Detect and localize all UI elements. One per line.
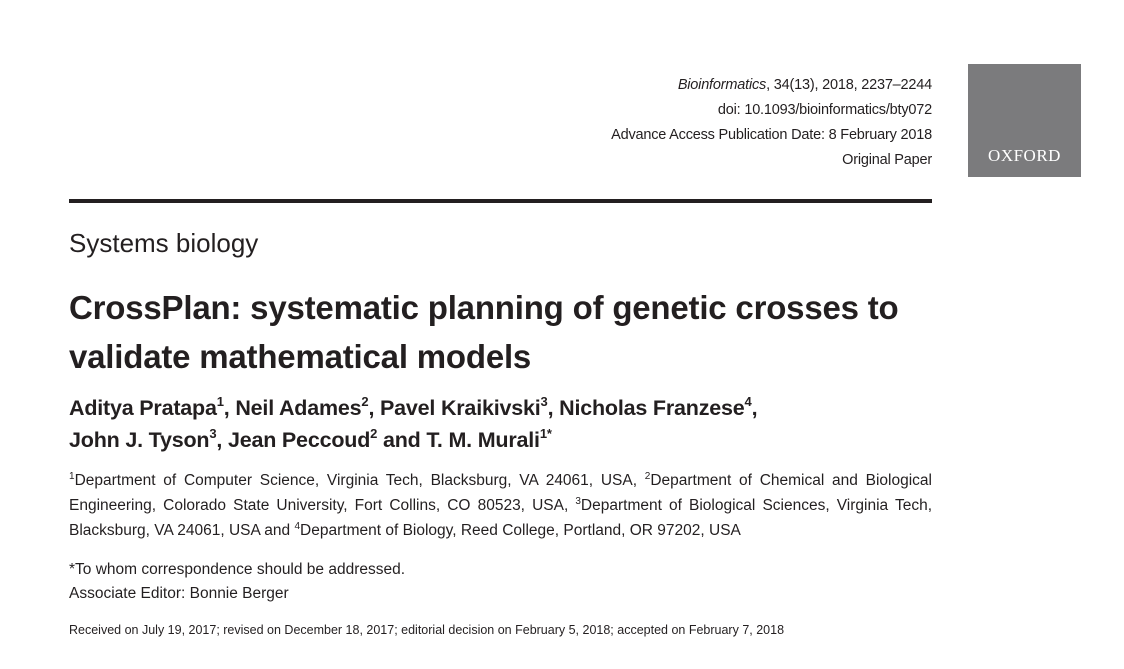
citation-line — [678, 73, 932, 98]
author-name: Jean Peccoud — [227, 428, 371, 452]
doi[interactable]: doi: 10.1093/bioinformatics/bty072 — [717, 102, 932, 118]
affiliation-text: Department of Chemical and Biological Engineering, Colorado State University, Fort Collins, CO 80523, USA, — [69, 472, 932, 514]
author-separator: , — [751, 396, 758, 420]
citation-details: , 34(13), 2018, 2237–2244 — [766, 77, 932, 93]
author-name: Aditya Pratapa — [69, 396, 217, 420]
journal-name: Bioinformatics — [677, 77, 767, 93]
author-affiliation-marker: 4 — [744, 394, 752, 409]
paper-title: CrossPlan: systematic planning of genetic crosses to validate mathematical models — [69, 289, 899, 375]
author-name: Neil Adames — [235, 396, 362, 420]
author-affiliation-marker: 1* — [539, 426, 552, 441]
affiliation-number: 1 — [69, 471, 75, 482]
author-name: T. M. Murali — [426, 428, 540, 452]
author-separator: and — [377, 428, 427, 452]
section-label: Systems biology — [69, 228, 259, 258]
received-dates: Received on July 19, 2017; revised on December 18, 2017; editorial decision on February 5, 2018; accepted on February 7, 2018 — [69, 623, 785, 637]
affiliation-number: 2 — [644, 471, 651, 482]
author-name: John J. Tyson — [69, 428, 210, 452]
affiliation-number: 3 — [575, 496, 581, 507]
correspondence-block — [69, 558, 405, 606]
author-separator: , — [547, 396, 560, 420]
affiliations — [69, 468, 932, 543]
author-separator: , — [223, 396, 236, 420]
associate-editor: Associate Editor: Bonnie Berger — [69, 585, 289, 602]
article-type: Original Paper — [842, 152, 932, 168]
author-affiliation-marker: 2 — [361, 394, 369, 409]
affiliation-text: Department of Computer Science, Virginia Tech, Blacksburg, VA 24061, USA, — [74, 472, 645, 489]
author-affiliation-marker: 1 — [216, 394, 224, 409]
affiliation-text: Department of Biology, Reed College, Portland, OR 97202, USA — [300, 522, 741, 539]
author-affiliation-marker: 2 — [370, 426, 378, 441]
publication-date: Advance Access Publication Date: 8 February 2018 — [611, 127, 932, 143]
author-name: Pavel Kraikivski — [379, 396, 541, 420]
affiliation-number: 4 — [294, 521, 301, 532]
oxford-logo-text: OXFORD — [988, 146, 1061, 165]
author-name: Nicholas Franzese — [559, 396, 745, 420]
author-affiliation-marker: 3 — [209, 426, 217, 441]
author-list — [69, 392, 939, 456]
author-separator: , — [216, 428, 228, 452]
affiliation-text: Department of Biological Sciences, Virginia Tech, Blacksburg, VA 24061, USA and — [69, 497, 933, 539]
correspondence-note: *To whom correspondence should be addressed. — [69, 561, 406, 578]
author-affiliation-marker: 3 — [540, 394, 548, 409]
oxford-logo — [968, 64, 1081, 177]
author-separator: , — [368, 396, 380, 420]
header-rule — [69, 199, 932, 203]
